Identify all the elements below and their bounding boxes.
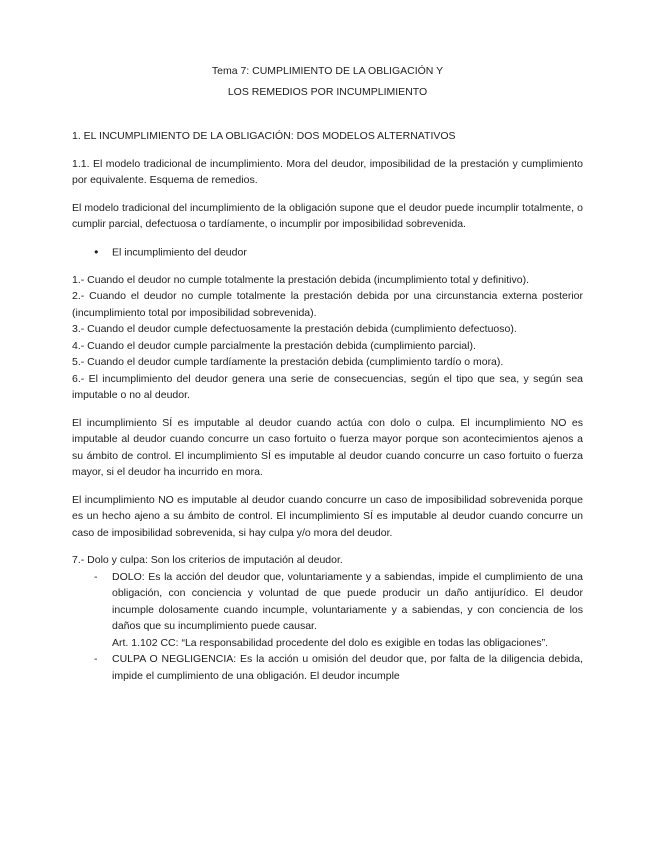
numbered-list (72, 272, 583, 404)
dash-item-dolo (72, 569, 583, 652)
bullet-item (94, 244, 583, 261)
numbered-item-2: 2.- Cuando el deudor no cumple totalmente la prestación debida por una circunstancia externa posterior (incumplimiento total por imposibilidad sobrevenida). (72, 290, 583, 319)
numbered-item-3: 3.- Cuando el deudor cumple defectuosamente la prestación debida (cumplimiento defectuoso). (72, 323, 517, 335)
numbered-item-4: 4.- Cuando el deudor cumple parcialmente la prestación debida (cumplimiento parcial). (72, 339, 476, 352)
subsection-heading: 1.1. El modelo tradicional de incumplimiento. Mora del deudor, imposibilidad de la prestación y cumplimiento por equivalente. Esquema de remedios. (72, 157, 583, 186)
numbered-item-6: 6.- El incumplimiento del deudor genera una serie de consecuencias, según el tipo que sea, y según sea imputable o no al deudor. (72, 372, 583, 401)
bullet-icon: ● (94, 246, 99, 256)
title-line-2: LOS REMEDIOS POR INCUMPLIMIENTO (227, 86, 428, 98)
dash-item-culpa (72, 651, 583, 684)
numbered-item-5: 5.- Cuando el deudor cumple tardíamente la prestación debida (cumplimiento tardío o mora). (72, 356, 504, 368)
section-heading: 1. EL INCUMPLIMIENTO DE LA OBLIGACIÓN: DOS MODELOS ALTERNATIVOS (72, 130, 456, 142)
dash-marker: - (94, 570, 98, 583)
dash-marker: - (94, 653, 98, 665)
dolo-definition: DOLO: Es la acción del deudor que, voluntariamente y a sabiendas, impide el cumplimiento de una obligación, con conciencia y voluntad de que puede producir un daño antijurídico. El deudor incumple dolosamente cuando incumple, voluntariamente y a sabiendas, y con conciencia de los daños que su incumplimiento puede causar. (112, 570, 583, 632)
imputability-paragraph-2: El incumplimiento NO es imputable al deudor cuando concurre un caso de imposibilidad sobrevenida porque es un hecho ajeno a su ámbito de control. El incumplimiento SÍ es imputable al deudor cuando concurre un caso de imposibilidad sobrevenida, si hay culpa y/o mora del deudor. (72, 493, 583, 539)
culpa-definition: CULPA O NEGLIGENCIA: Es la acción u omisión del deudor que, por falta de la diligencia debida, impide el cumplimiento de una obligación. El deudor incumple (112, 653, 583, 682)
dolo-article-quote: Art. 1.102 CC: “La responsabilidad procedente del dolo es exigible en todas las obligaciones”. (112, 636, 549, 649)
title-line-1: Tema 7: CUMPLIMIENTO DE LA OBLIGACIÓN Y (211, 65, 444, 77)
imputability-paragraph-1: El incumplimiento SÍ es imputable al deudor cuando actúa con dolo o culpa. El incumplimiento NO es imputable al deudor cuando concurre un caso fortuito o fuerza mayor porque son acontecimientos ajenos a su ámbito de control. El incumplimiento SÍ es imputable al deudor cuando concurre un caso fortuito o fuerza mayor, si el deudor ha incurrido en mora. (72, 416, 583, 478)
bullet-label: El incumplimiento del deudor (112, 246, 247, 258)
dash-list (72, 569, 583, 685)
document-title (72, 61, 583, 103)
intro-paragraph: El modelo tradicional del incumplimiento de la obligación supone que el deudor puede incumplir totalmente, o cumplir parcial, defectuosa o tardíamente, o incumplir por imposibilidad sobrevenida. (72, 201, 583, 230)
numbered-item-7: 7.- Dolo y culpa: Son los criterios de imputación al deudor. (72, 554, 343, 566)
numbered-item-1: 1.- Cuando el deudor no cumple totalmente la prestación debida (incumplimiento total y definitivo). (72, 273, 530, 286)
